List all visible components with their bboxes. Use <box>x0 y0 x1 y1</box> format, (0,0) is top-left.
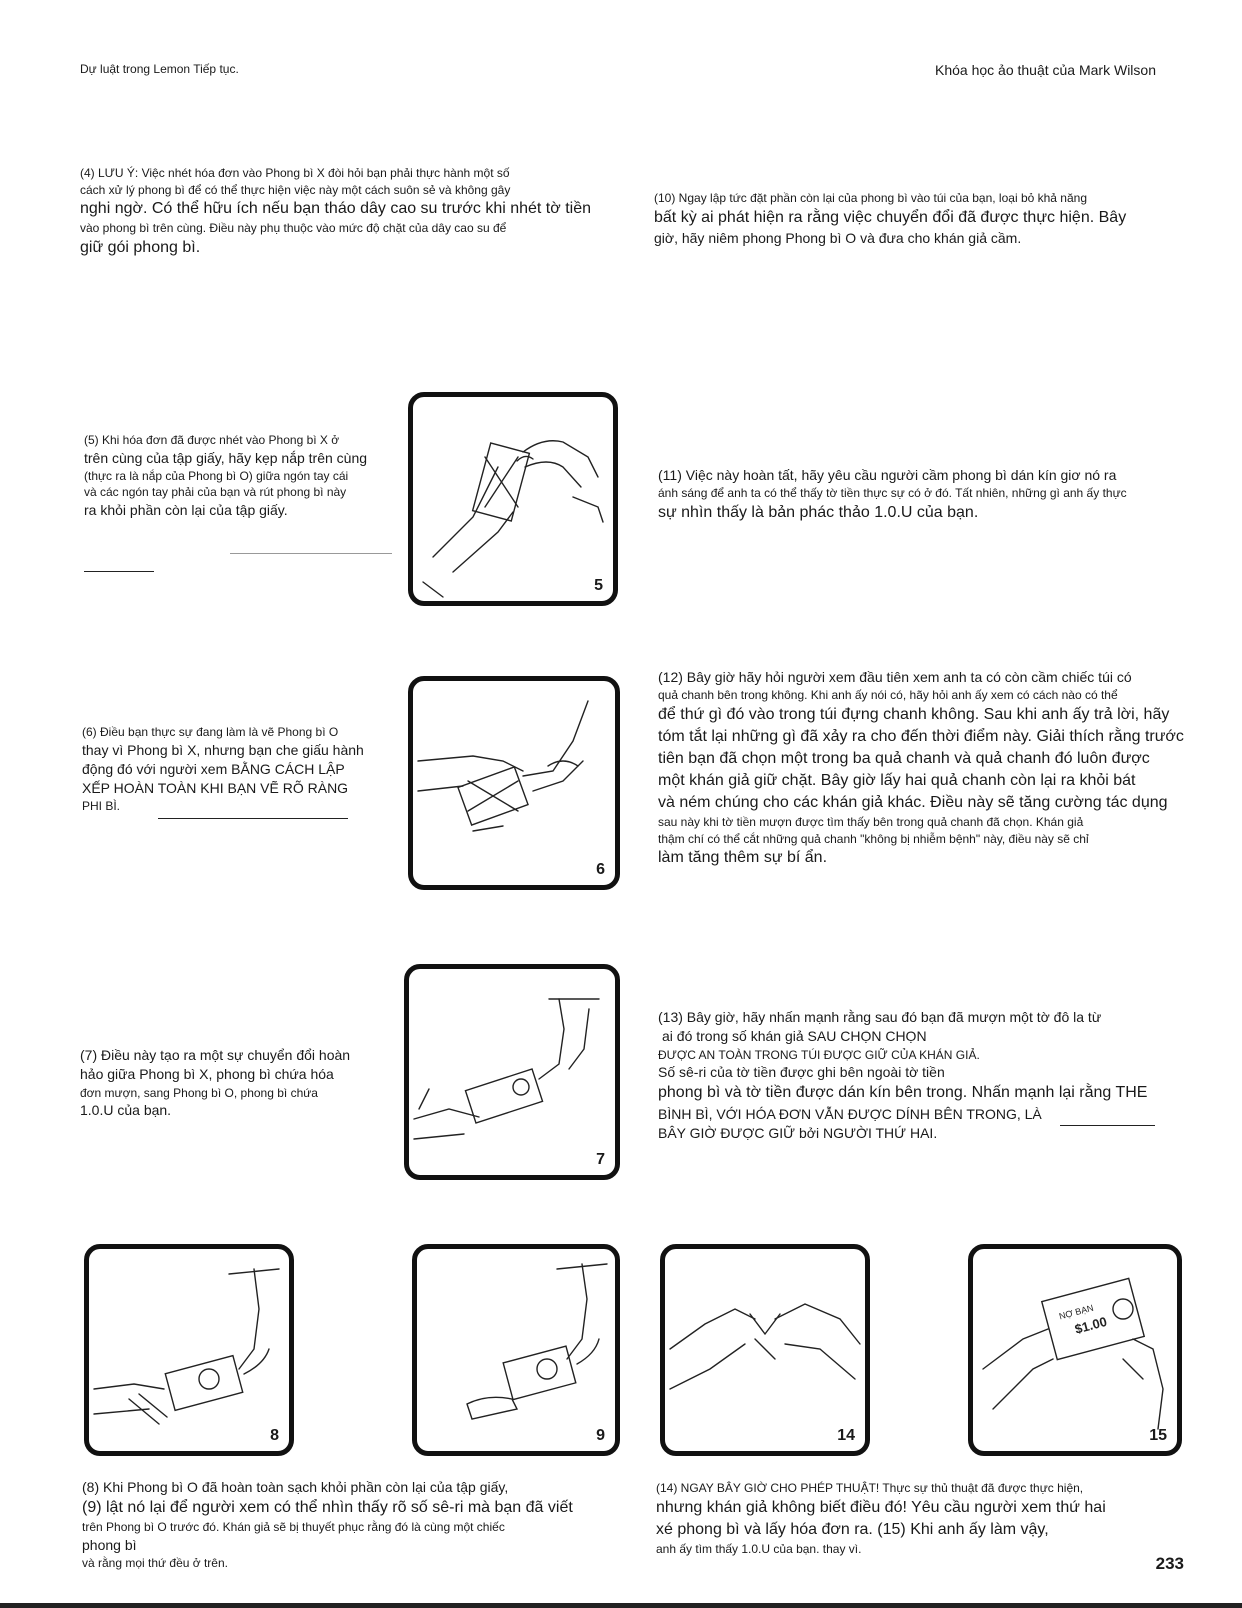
hands-envelope-drawing <box>89 1249 289 1451</box>
step-13-line: BÂY GIỜ ĐƯỢC GIỮ bởi NGƯỜI THỨ HAI. <box>658 1124 938 1141</box>
step-6-line: PHI BÌ. <box>82 799 121 814</box>
step-10-line: bất kỳ ai phát hiện ra rằng việc chuyển đổi đã được thực hiện. Bây <box>654 208 1127 226</box>
step-6-line: thay vì Phong bì X, nhưng bạn che giấu hành <box>82 741 364 758</box>
step-12-line: sau này khi tờ tiền mượn được tìm thấy bên trong quả chanh đã chọn. Khán giả <box>658 815 1084 830</box>
step-13-line: ĐƯỢC AN TOÀN TRONG TÚI ĐƯỢC GIỮ CỦA KHÁN GIẢ. <box>658 1047 980 1062</box>
step-5-text <box>84 432 367 520</box>
step-5-line: ra khỏi phần còn lại của tập giấy. <box>84 501 288 518</box>
step-11-line: ánh sáng để anh ta có thể thấy tờ tiền thực sự có ở đó. Tất nhiên, những gì anh ấy thực <box>658 486 1127 501</box>
panel-number: 5 <box>594 577 603 594</box>
step-4-line: nghi ngờ. Có thể hữu ích nếu bạn tháo dây cao su trước khi nhét tờ tiền <box>80 200 591 218</box>
divider <box>230 553 392 554</box>
panel-number: 14 <box>837 1427 855 1444</box>
step-12-line: thậm chí có thể cắt những quả chanh "không bị nhiễm bệnh" này, điều này sẽ chỉ <box>658 831 1089 846</box>
step-13-line: (13) Bây giờ, hãy nhấn mạnh rằng sau đó bạn đã mượn một tờ đô la từ <box>658 1009 1102 1025</box>
step-4-line: (4) LƯU Ý: Việc nhét hóa đơn vào Phong bì X đòi hỏi bạn phải thực hành một số <box>80 166 510 180</box>
panel-number: 15 <box>1149 1427 1167 1444</box>
illustration-panel-8 <box>84 1244 294 1456</box>
illustration-panel-15 <box>968 1244 1182 1456</box>
illustration-panel-6 <box>408 676 620 890</box>
panel-number: 7 <box>596 1151 605 1168</box>
step-12-line: một khán giả giữ chặt. Bây giờ lấy hai quả chanh còn lại ra khỏi bát <box>658 772 1136 790</box>
panel-number: 6 <box>596 861 605 878</box>
step-15-line: anh ấy tìm thấy 1.0.U của bạn. thay vì. <box>656 1541 862 1556</box>
step-7-line: hảo giữa Phong bì X, phong bì chứa hóa <box>80 1066 334 1083</box>
step-13-line: BÌNH BÌ, VỚI HÓA ĐƠN VẪN ĐƯỢC DÍNH BÊN TRONG, LÀ <box>658 1105 1042 1122</box>
hands-envelope-drawing <box>413 681 615 885</box>
step-12-text <box>658 668 1184 869</box>
illustration-panel-7 <box>404 964 620 1180</box>
running-header-right: Khóa học ảo thuật của Mark Wilson <box>934 62 1156 78</box>
step-12-line: (12) Bây giờ hãy hỏi người xem đầu tiên xem anh ta có còn cầm chiếc túi có <box>658 669 1132 685</box>
illustration-panel-5 <box>408 392 618 606</box>
step-12-line: làm tăng thêm sự bí ẩn. <box>658 849 828 867</box>
divider <box>158 818 348 819</box>
step-7-line: 1.0.U của bạn. <box>80 1102 172 1119</box>
step-5-line: trên cùng của tập giấy, hãy kẹp nắp trên cùng <box>84 449 368 466</box>
step-12-line: và ném chúng cho các khán giả khác. Điều này sẽ tăng cường tác dụng <box>658 794 1168 812</box>
step-12-line: tiên bạn đã chọn một trong ba quả chanh và quả chanh đó luôn được <box>658 750 1150 768</box>
step-6-line: XẾP HOÀN TOÀN KHI BẠN VẼ RÕ RÀNG <box>82 780 349 797</box>
hands-envelope-drawing <box>417 1249 615 1451</box>
step-9-line: trên Phong bì O trước đó. Khán giả sẽ bị thuyết phục rằng đó là cùng một chiếc <box>82 1520 505 1535</box>
illustration-panel-14 <box>660 1244 870 1456</box>
iou-amount: $1.00 <box>1073 1313 1109 1337</box>
hands-holding-iou-note-drawing <box>973 1249 1177 1451</box>
step-4-line: giữ gói phong bì. <box>80 238 201 256</box>
divider <box>1060 1125 1155 1126</box>
step-11-line: sự nhìn thấy là bản phác thảo 1.0.U của bạn. <box>658 503 979 521</box>
page-bottom-border <box>0 1603 1242 1608</box>
page-number: 233 <box>1155 1554 1184 1573</box>
step-7-line: đơn mượn, sang Phong bì O, phong bì chứa <box>80 1085 318 1100</box>
step-5-line: và các ngón tay phải của bạn và rút phong bì này <box>84 485 347 500</box>
step-8-9-text <box>82 1478 573 1572</box>
step-14-15-text <box>656 1480 1106 1557</box>
step-14-line: (14) NGAY BÂY GIỜ CHO PHÉP THUẬT! Thực sự thủ thuật đã được thực hiện, <box>656 1481 1084 1495</box>
step-13-line: ai đó trong số khán giả SAU CHỌN CHỌN <box>662 1028 927 1045</box>
panel-number: 8 <box>270 1427 279 1444</box>
step-7-text <box>80 1046 350 1120</box>
step-6-text <box>82 724 364 815</box>
panel-number: 9 <box>596 1427 605 1444</box>
step-6-line: động đó với người xem BẰNG CÁCH LẬP <box>82 760 345 777</box>
step-13-line: phong bì và tờ tiền được dán kín bên trong. Nhấn mạnh lại rằng THE <box>658 1084 1148 1102</box>
step-14-line: nhưng khán giả không biết điều đó! Yêu cầu người xem thứ hai <box>656 1498 1106 1516</box>
step-12-line: để thứ gì đó vào trong túi đựng chanh không. Sau khi anh ấy trả lời, hãy <box>658 705 1170 723</box>
hands-tearing-envelope-drawing <box>665 1249 865 1451</box>
step-4-line: vào phong bì trên cùng. Điều này phụ thuộc vào mức độ chặt của dây cao su để <box>80 221 507 236</box>
illustration-panel-9 <box>412 1244 620 1456</box>
hands-envelope-drawing <box>409 969 615 1175</box>
step-11-text <box>658 466 1127 524</box>
step-4-line: cách xử lý phong bì để có thể thực hiện việc này một cách suôn sẻ và không gây <box>80 182 511 197</box>
step-9-line: phong bì <box>82 1536 137 1553</box>
step-6-line: (6) Điều bạn thực sự đang làm là vẽ Phong bì O <box>82 725 339 739</box>
step-7-line: (7) Điều này tạo ra một sự chuyển đổi hoàn <box>80 1047 351 1063</box>
step-13-text <box>658 1008 1147 1143</box>
step-12-line: quả chanh bên trong không. Khi anh ấy nói có, hãy hỏi anh ấy xem có cách nào có thể <box>658 688 1118 703</box>
step-8-line: (8) Khi Phong bì O đã hoàn toàn sạch khỏi phần còn lại của tập giấy, <box>82 1479 509 1495</box>
step-15-line: xé phong bì và lấy hóa đơn ra. (15) Khi anh ấy làm vậy, <box>656 1520 1049 1538</box>
step-10-line: (10) Ngay lập tức đặt phần còn lại của phong bì vào túi của bạn, loại bỏ khả năng <box>654 191 1087 205</box>
step-9-line: và rằng mọi thứ đều ở trên. <box>82 1556 228 1571</box>
step-5-line: (5) Khi hóa đơn đã được nhét vào Phong bì X ở <box>84 433 340 447</box>
step-11-line: (11) Việc này hoàn tất, hãy yêu cầu người cầm phong bì dán kín giơ nó ra <box>658 467 1117 483</box>
step-13-line: Số sê-ri của tờ tiền được ghi bên ngoài tờ tiền <box>658 1064 945 1081</box>
step-9-line: (9) lật nó lại để người xem có thể nhìn thấy rõ số sê-ri mà bạn đã viết <box>82 1499 573 1517</box>
step-12-line: tóm tắt lại những gì đã xảy ra cho đến thời điểm này. Giải thích rằng trước <box>658 727 1184 745</box>
hands-envelope-drawing <box>413 397 613 601</box>
running-header-left: Dự luật trong Lemon Tiếp tục. <box>80 62 239 76</box>
step-5-line: (thực ra là nắp của Phong bì O) giữa ngón tay cái <box>84 468 349 483</box>
iou-label: NỢ BẠN <box>1057 1302 1095 1322</box>
step-10-text <box>654 190 1126 248</box>
step-4-text <box>80 165 591 259</box>
divider <box>84 571 154 572</box>
step-10-line: giờ, hãy niêm phong Phong bì O và đưa cho khán giả cầm. <box>654 229 1022 246</box>
